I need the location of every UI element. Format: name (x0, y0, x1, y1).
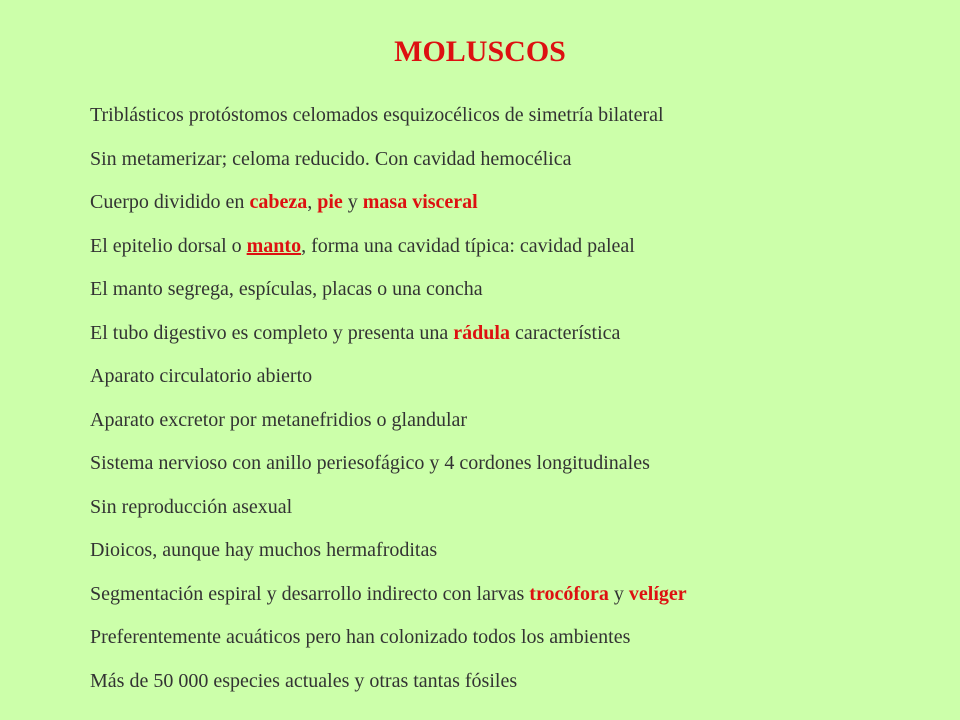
text-segment: Cuerpo dividido en (90, 191, 250, 213)
text-segment: Sin reproducción asexual (90, 495, 293, 518)
list-item (90, 533, 950, 577)
highlighted-term: trocófora (529, 582, 609, 605)
list-item (90, 664, 950, 708)
highlighted-term: masa visceral (362, 191, 478, 213)
text-segment: Dioicos, aunque hay muchos hermafroditas (90, 539, 438, 561)
slide-title: MOLUSCOS (394, 35, 566, 68)
list-item (90, 185, 950, 229)
text-segment: El manto segrega, espículas, placas o una concha (90, 278, 483, 300)
list-item (90, 142, 950, 186)
text-segment: característica (509, 321, 621, 344)
text-segment: y (608, 582, 629, 605)
text-segment: Sin metamerizar; celoma reducido. Con cavidad hemocélica (90, 147, 572, 170)
text-segment: , (307, 191, 318, 213)
text-segment: Más de 50 000 especies actuales y otras tantas fósiles (90, 669, 518, 692)
list-item (90, 446, 950, 490)
list-item (90, 620, 950, 664)
text-segment: Triblásticos protóstomos celomados esquizocélicos de simetría bilateral (90, 104, 664, 126)
text-segment: Segmentación espiral y desarrollo indirecto con larvas (90, 582, 530, 605)
highlighted-term: pie (317, 191, 343, 213)
bullet-list (90, 98, 950, 707)
highlighted-term: rádula (453, 321, 510, 344)
highlighted-term: cabeza (249, 191, 308, 213)
text-segment: y (342, 191, 363, 213)
list-item (90, 359, 950, 403)
list-item (90, 403, 950, 447)
text-segment: El tubo digestivo es completo y presenta una (90, 321, 454, 344)
highlighted-term: velíger (628, 582, 687, 605)
list-item (90, 577, 950, 621)
list-item (90, 229, 950, 273)
text-segment: , forma una cavidad típica: cavidad paleal (301, 234, 635, 257)
highlighted-term: manto (246, 234, 302, 257)
text-segment: Aparato circulatorio abierto (90, 365, 313, 387)
list-item (90, 316, 950, 360)
text-segment: Sistema nervioso con anillo periesofágico y 4 cordones longitudinales (90, 452, 650, 474)
text-segment: El epitelio dorsal o (90, 234, 247, 257)
text-segment: Aparato excretor por metanefridios o glandular (90, 408, 468, 431)
list-item (90, 272, 950, 316)
list-item (90, 98, 950, 142)
text-segment: Preferentemente acuáticos pero han colonizado todos los ambientes (90, 626, 631, 648)
list-item (90, 490, 950, 534)
